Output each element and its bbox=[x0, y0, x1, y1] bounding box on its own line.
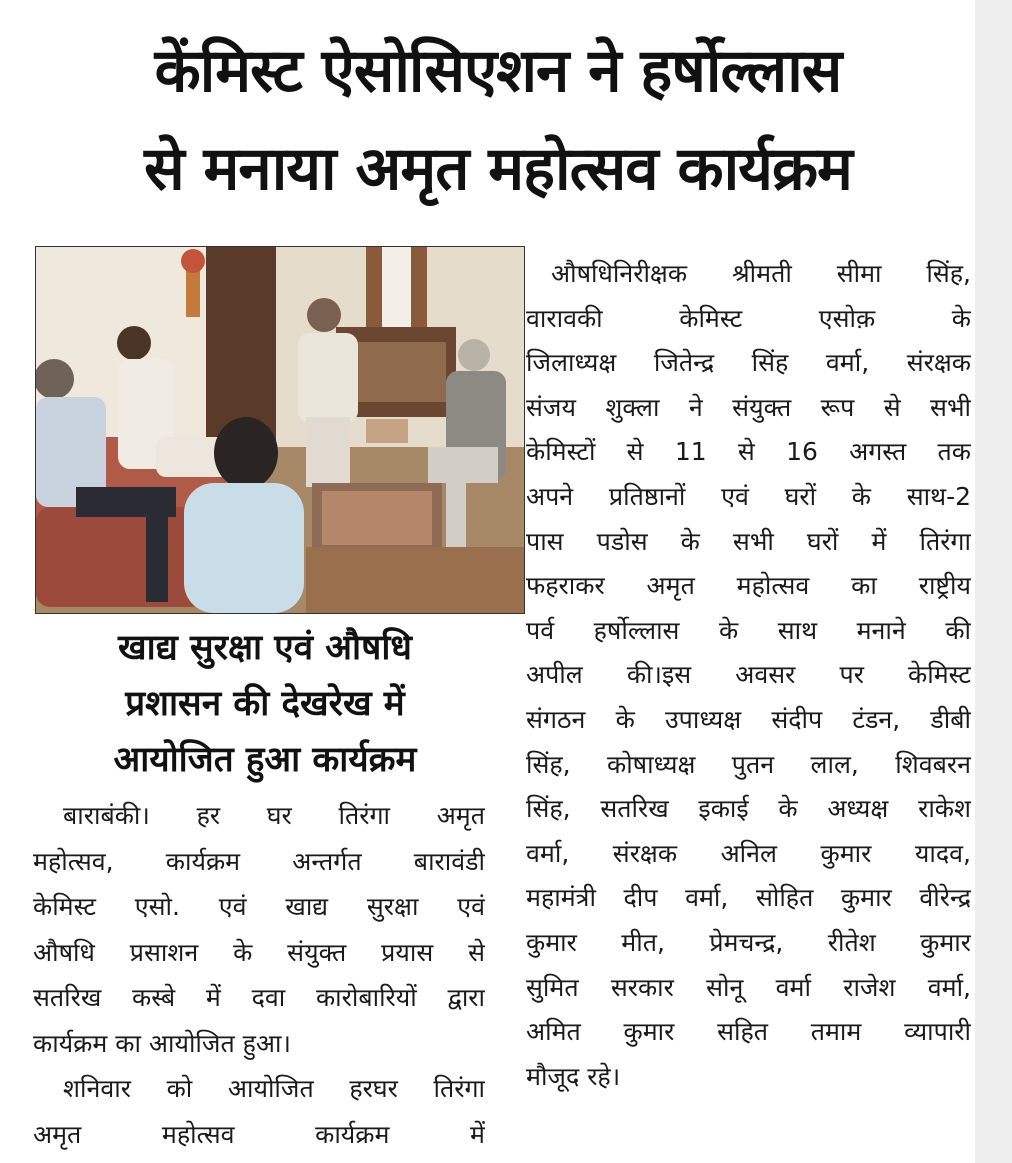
text-line: संगठन के उपाध्यक्ष संदीप टंडन, डीबी bbox=[526, 704, 971, 734]
meeting-photo-icon bbox=[36, 247, 524, 613]
subheadline-line-2: प्रशासन की देखरेख में bbox=[125, 684, 405, 724]
text-line: कुमार मीत, प्रेमचन्द्र, रीतेश कुमार bbox=[526, 927, 971, 957]
text-line: संजय शुक्ला ने संयुक्त रूप से सभी bbox=[526, 392, 971, 422]
text-line: कार्यक्रम का आयोजित हुआ। bbox=[33, 1028, 291, 1058]
text-line: शनिवार को आयोजित हरघर तिरंगा bbox=[63, 1074, 485, 1103]
headline-line-1: केंमिस्ट ऐसोसिएशन ने हर्षोल्लास bbox=[154, 36, 842, 106]
text-line: केमिस्टों से 11 से 16 अगस्त तक bbox=[526, 437, 971, 467]
text-line: सिंह, कोषाध्यक्ष पुतन लाल, शिवबरन bbox=[526, 749, 971, 779]
subheadline-line-1: खाद्य सुरक्षा एवं औषधि bbox=[118, 628, 412, 668]
article-left-column bbox=[33, 793, 485, 1157]
text-line: अमृत महोत्सव कार्यक्रम में bbox=[33, 1119, 485, 1149]
page-margin-strip bbox=[975, 0, 1012, 1163]
text-line: अपने प्रतिष्ठानों एवं घरों के साथ-2 bbox=[526, 481, 971, 511]
subheadline bbox=[30, 620, 500, 788]
text-line: पास पडोस के सभी घरों में तिरंगा bbox=[526, 526, 971, 556]
text-line: केमिस्ट एसो. एवं खाद्य सुरक्षा एवं bbox=[33, 892, 485, 921]
text-line: सुमित सरकार सोनू वर्मा राजेश वर्मा, bbox=[526, 972, 971, 1002]
text-line: मौजूद रहे। bbox=[526, 1061, 621, 1091]
text-line: महोत्सव, कार्यक्रम अन्तर्गत बारावंडी bbox=[33, 846, 485, 876]
text-line: वर्मा, संरक्षक अनिल कुमार यादव, bbox=[526, 838, 971, 868]
news-photo bbox=[35, 246, 525, 614]
text-line: महामंत्री दीप वर्मा, सोहित कुमार वीरेन्द्र bbox=[526, 883, 971, 913]
text-line: बाराबंकी। हर घर तिरंगा अमृत bbox=[63, 801, 485, 830]
subheadline-line-3: आयोजित हुआ कार्यक्रम bbox=[113, 740, 417, 780]
text-line: सतरिख कस्बे में दवा कारोबारियों द्वारा bbox=[33, 983, 485, 1012]
text-line: अपील की।इस अवसर पर केमिस्ट bbox=[526, 660, 971, 690]
text-line: पर्व हर्षोल्लास के साथ मनाने की bbox=[526, 615, 971, 645]
text-line: औषधि प्रसाशन के संयुक्त प्रयास से bbox=[33, 937, 485, 967]
headline bbox=[28, 22, 968, 218]
headline-line-2: से मनाया अमृत महोत्सव कार्यक्रम bbox=[144, 134, 852, 204]
article-right-column bbox=[526, 252, 971, 1099]
text-line: औषधिनिरीक्षक श्रीमती सीमा सिंह, bbox=[551, 259, 971, 288]
text-line: जिलाध्यक्ष जितेन्द्र सिंह वर्मा, संरक्षक bbox=[526, 348, 971, 378]
text-line: वारावकी केमिस्ट एसोक़ के bbox=[526, 303, 971, 333]
text-line: फहराकर अमृत महोत्सव का राष्ट्रीय bbox=[526, 571, 971, 601]
text-line: सिंह, सतरिख इकाई के अध्यक्ष राकेश bbox=[526, 794, 971, 824]
text-line: अमित कुमार सहित तमाम व्यापारी bbox=[526, 1017, 971, 1047]
